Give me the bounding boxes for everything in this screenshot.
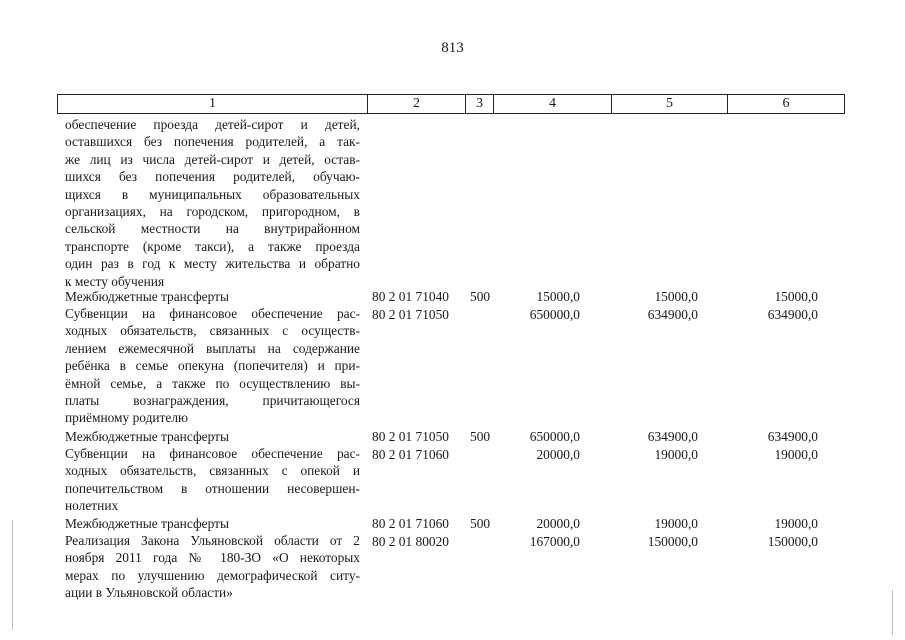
header-col-6: 6 xyxy=(782,96,790,111)
table-row xyxy=(0,515,905,533)
row-value-col5: 15000,0 xyxy=(654,289,698,304)
intro-line: транспорте (кроме такси), а также проезда xyxy=(65,238,360,254)
row-value-col6: 15000,0 xyxy=(774,289,818,304)
row-name: Межбюджетные трансферты xyxy=(65,289,229,304)
row-value-col6: 634900,0 xyxy=(767,307,818,322)
row-code: 80 2 01 80020 xyxy=(372,534,449,549)
row-vr: 500 xyxy=(470,289,491,304)
desc-line: Реализация Закона Ульяновской области от 2 xyxy=(65,533,360,548)
row-value-col6: 634900,0 xyxy=(767,429,818,444)
intro-description xyxy=(65,116,360,290)
desc-line: ходных обязательств, связанных с опекой и xyxy=(65,463,360,479)
desc-line: ации в Ульяновской области» xyxy=(65,585,233,601)
row-name: Межбюджетные трансферты xyxy=(65,516,229,531)
intro-line: шихся без попечения родителей, обучаю- xyxy=(65,169,360,185)
intro-line: к месту обучения xyxy=(65,273,165,289)
page-number: 813 xyxy=(441,40,464,56)
header-col-1: 1 xyxy=(58,95,368,113)
table-row xyxy=(0,428,905,446)
desc-line: Субвенции на финансовое обеспечение рас- xyxy=(65,306,360,321)
row-vr: 500 xyxy=(470,429,491,444)
row-code: 80 2 01 71050 xyxy=(372,429,449,444)
row-code: 80 2 01 71050 xyxy=(372,307,449,322)
scan-margin-mark xyxy=(892,590,893,635)
desc-line: мерах по улучшению демографической ситу- xyxy=(65,567,360,583)
desc-line: платы вознаграждения, причитающегося xyxy=(65,392,360,408)
row-name: Межбюджетные трансферты xyxy=(65,429,229,444)
row-value-col6: 19000,0 xyxy=(774,516,818,531)
desc-line: лением ежемесячной выплаты на содержание xyxy=(65,340,360,356)
intro-line: обеспечение проезда детей-сирот и детей, xyxy=(65,117,360,132)
header-col-4: 4 xyxy=(494,95,612,113)
row-code: 80 2 01 71040 xyxy=(372,289,449,304)
intro-line: же лиц из числа детей-сирот и детей, остав- xyxy=(65,151,360,167)
row-value-col5: 150000,0 xyxy=(647,534,698,549)
intro-line: оставшихся без попечения родителей, а так- xyxy=(65,134,360,150)
desc-line: приёмному родителю xyxy=(65,410,189,426)
row-value-col4: 20000,0 xyxy=(536,447,580,462)
row-value-col4: 650000,0 xyxy=(529,307,580,322)
row-value-col4: 15000,0 xyxy=(536,289,580,304)
header-col-5: 5 xyxy=(612,95,728,113)
table-row xyxy=(0,446,905,464)
desc-line: нолетних xyxy=(65,498,119,514)
desc-line: попечительством в отношении несовершен- xyxy=(65,480,360,496)
scan-margin-mark xyxy=(12,520,13,630)
row-value-col6: 19000,0 xyxy=(774,447,818,462)
desc-line: Субвенции на финансовое обеспечение рас- xyxy=(65,446,360,461)
row-code: 80 2 01 71060 xyxy=(372,447,449,462)
row-vr: 500 xyxy=(470,516,491,531)
table-row xyxy=(0,306,905,324)
row-value-col4: 650000,0 xyxy=(529,429,580,444)
desc-line: ёмной семье, а также по осуществлению вы- xyxy=(65,375,360,391)
intro-line: щихся в муниципальных образовательных xyxy=(65,186,360,202)
row-value-col5: 634900,0 xyxy=(647,429,698,444)
header-col-2: 2 xyxy=(368,95,466,113)
desc-line: ходных обязательств, связанных с осуществ- xyxy=(65,323,360,339)
row-value-col5: 634900,0 xyxy=(647,307,698,322)
intro-line: сельской местности на внутрирайонном xyxy=(65,221,360,237)
intro-line: организациях, на городском, пригородном, в xyxy=(65,203,360,219)
desc-line: ноября 2011 года № 180-ЗО «О некоторых xyxy=(65,550,360,566)
row-code: 80 2 01 71060 xyxy=(372,516,449,531)
row-value-col5: 19000,0 xyxy=(654,516,698,531)
row-value-col6: 150000,0 xyxy=(767,534,818,549)
desc-line: ребёнка в семье опекуна (попечителя) и при- xyxy=(65,358,360,374)
table-row xyxy=(0,533,905,551)
intro-line: один раз в год к месту жительства и обратно xyxy=(65,256,360,272)
row-value-col4: 20000,0 xyxy=(536,516,580,531)
table-header-row xyxy=(57,94,845,114)
header-col-3: 3 xyxy=(466,95,494,113)
row-value-col5: 19000,0 xyxy=(654,447,698,462)
table-row xyxy=(0,288,905,306)
row-value-col4: 167000,0 xyxy=(529,534,580,549)
